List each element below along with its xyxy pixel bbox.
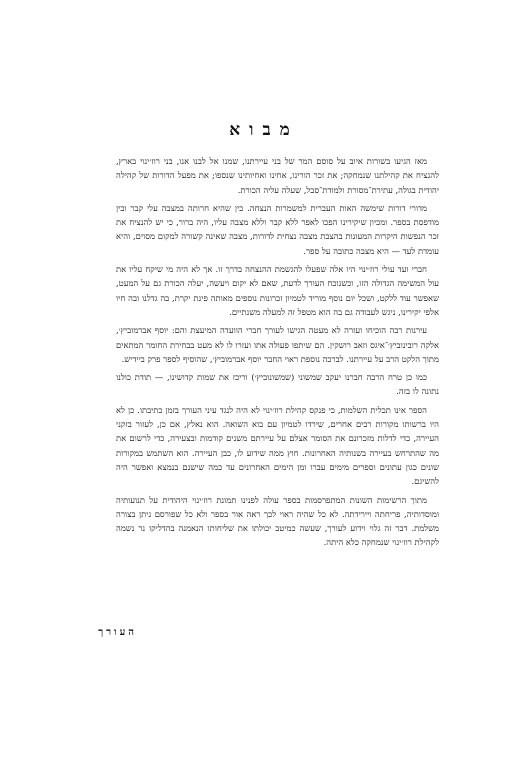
paragraph: חברי ועד עולי רוז׳ינוי היו אלה שפעלו להגשמת ההנצחה בדרך זו. אך לא היה מי שיקח עליו את עול המשימה הגדולה הזו, וכשנוכח העורך לדעת, שאם לא יקום ויעשה, יעלה הכורת גם על המעט, שאפשר עוד ללקט, ושכל יום נוסף מוריד לטמיון זכרונות נוספים מאותה פינת יקרת, בה גדלנו ובה חיו אלפי יקירינו, ניגש לעבודה גם בה הוא מטפל זה למעלה משנתיים.	[116, 264, 439, 317]
paragraph: מתוך הרשימות השונות המתפרסמות בספר עולה לפנינו תמונת רוז׳ינוי היהודית על תנועותיה ומוסדותיה, פריחתה ויירידתה. לא כל שהיה ראוי לכך ראה אור בספר ולא כל שפורסם ניתן בצורה משלמת. דבר זה גלוי וידוע לעורך, שעשה כמיטב יכולתו את שליחותו הנאמנה בהדליקו נר נשמה לקהילת רוז׳ינוי שנמחקה כלא היתה.	[116, 494, 439, 548]
page-title: מבוא	[229, 120, 299, 140]
paragraph: כמו כן טרח הרבה חברנו יעקב שמשוני (שמשונוביץ׳) וריכז את שמות קדושינו, — תודת כולנו נתונה לו בזה.	[116, 372, 439, 397]
paragraph: מדורי דורות שימשה האות העברית למשמרות הנצחה. בין שהיא חרותה במצבה עלי קבר ובין מודפסת בספר. ומכיון שיקירינו הפכו לאפר ללא קבר וללא מצבה עליו, היה ברור, כי יש להנציח את זכר הנפשות היקרות המעונות בהצבת מצבה נצחית לדורות, מצבה שאינה קשורה למקום מסוים, והיא עומדת לעד — היא מצבה כתובה על ספר.	[116, 202, 439, 256]
document-body	[116, 154, 439, 554]
paragraph: הספר אינו תכלית השלמות, כי פנקס קהילת רוז׳ינוי לא היה לנגד עיני העורך בזמן כתיבתו. כן לא היו ברשותו מקורות רבים אחרים, שירדו לטמיון עם בוא השואה. הוא נאלץ, אם כן, לעזור בזקני העיירה, כדי לדלות מזכרונם את הסומר אצלם על עיירתם משנים קודמות ובצעירה, כדי לרשום את מה שהתרחש בעיירה בשנותיה האחרונות. חוץ ממה שידוע לו, כבן העיירה. הוא השתמש במקורות שונים כגון עתונים וספרים מימים עברו ומן הימים האחרונים עד כמה שישנם בנמצא ואפשר היה להשיגם.	[116, 404, 439, 487]
paragraph: מאז הגיעו בשורות איוב על סוסם המר של בני עיירתנו, שמנו אל לבנו אנו, בני רוז׳ינוי בארץ, להנציח את קהילתנו שנמחקה; את זכר הורינו, אחינו ואחיותינו שנספו; את מפעל הדורות של קהילה יהודית בגולה, עתירת־מסורת ולמודת־סבל, שעלה עליה הכורת.	[116, 156, 439, 195]
paragraph: עירנות רבה הוכיחו ועזרה לא מעטה הגישו לעורך חברי הוועדה המיעצת והם: יוסף אברמוביץ׳, אלקה רובינוביץ׳־איגס וזאב רושקין. הם שיתפו פעולה אתו ועזרו לו לא מעט בבחירת החומר המתאים מתוך הלקט הרב על עיירתנו. לברכה נוספת ראוי החבר יוסף אברמוביץ׳, שהוסיף לספר פרק ביידיש.	[116, 325, 439, 364]
editor-signature: העורך	[98, 627, 137, 638]
